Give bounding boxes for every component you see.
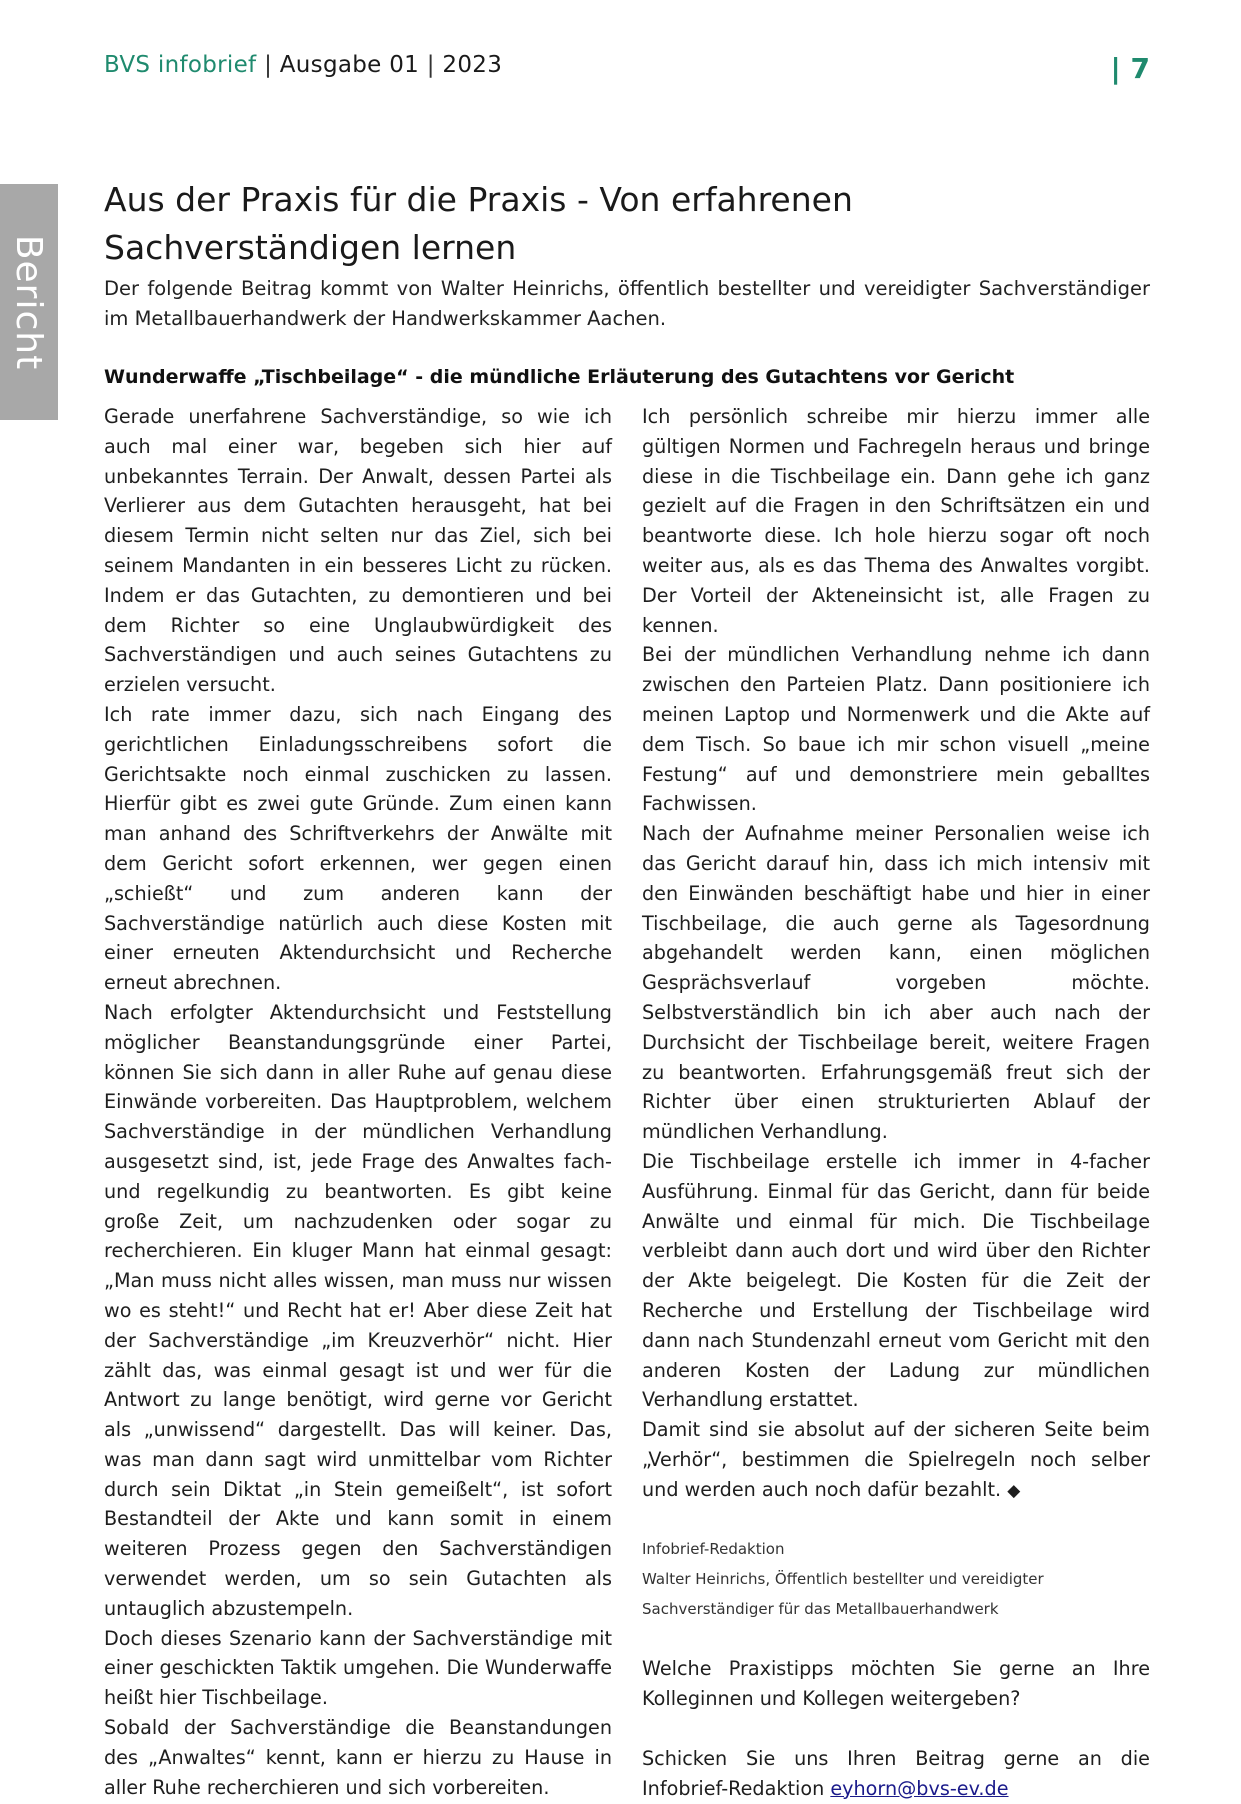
issue-year: 2023 [442, 52, 503, 78]
paragraph: Gerade unerfahrene Sachverständige, so wie ich auch mal einer war, begeben sich hier auf unbekanntes Terrain. Der Anwalt, dessen Partei als Verlierer aus dem Gutachten herausgeht, hat bei diesem Termin nicht selten nur das Ziel, sich bei seinem Mandanten in ein besseres Licht zu rücken. Indem er das Gutachten, zu demontieren und bei dem Richter so eine Unglaubwürdigkeit des Sachverständigen und auch seines Gutachtens zu erzielen versucht. [104, 405, 612, 697]
right-column [642, 402, 1150, 1804]
publication-line [104, 52, 502, 78]
article-subheading: Wunderwaffe „Tischbeilage“ - die mündliche Erläuterung des Gutachtens vor Gericht [104, 366, 1015, 388]
call-to-action [642, 1744, 1150, 1804]
credit-label: Infobrief-Redaktion [642, 1540, 785, 1559]
end-diamond-icon: ◆ [1007, 1480, 1021, 1501]
spacer [642, 1624, 1150, 1654]
separator: | [264, 52, 273, 78]
paragraph: Doch dieses Szenario kann der Sachverständige mit einer geschickten Taktik umgehen. Die Wunderwaffe heißt hier Tischbeilage. [104, 1626, 612, 1710]
paragraph: Ich rate immer dazu, sich nach Eingang des gerichtlichen Einladungsschreibens sofort die Gerichtsakte noch einmal zuschicken zu lassen. Hierfür gibt es zwei gute Gründe. Zum einen kann man anhand des Schriftverkehrs der Anwälte mit dem Gericht sofort erkennen, wer gegen einen „schießt“ und zum anderen kann der Sachverständige natürlich auch diese Kosten mit einer erneuten Aktendurchsicht und Recherche erneut abrechnen. [104, 702, 612, 995]
article-title: Aus der Praxis für die Praxis - Von erfahrenen Sachverständigen lernen [104, 180, 853, 267]
spacer [642, 1714, 1150, 1744]
page-header [104, 52, 1150, 88]
email-link[interactable]: eyhorn@bvs-ev.de [830, 1776, 1009, 1800]
paragraph: Nach erfolgter Aktendurchsicht und Feststellung möglicher Beanstandungsgründe einer Partei, können Sie sich dann in aller Ruhe auf genau diese Einwände vorbereiten. Das Hauptproblem, welchem Sachverständige in der mündlichen Verhandlung ausgesetzt sind, ist, jede Frage des Anwaltes fach- und regelkundig zu beantworten. Es gibt keine große Zeit, um nachzudenken oder sogar zu recherchieren. Ein kluger Mann hat einmal gesagt: „Man muss nicht alles wissen, man muss nur wissen wo es steht!“ und Recht hat er! Aber diese Zeit hat der Sachverständige „im Kreuzverhör“ nicht. Hier zählt das, was einmal gesagt ist und wer für die Antwort zu lange benötigt, wird gerne vor Gericht als „unwissend“ dargestellt. Das will keiner. Das, was man dann sagt wird unmittelbar vom Richter durch sein Diktat „in Stein gemeißelt“, ist sofort Bestandteil der Akte und kann somit in einem weiteren Prozess gegen den Sachverständigen verwendet werden, um so sein Gutachten als untauglich abzustempeln. [104, 1000, 612, 1620]
page-number: | 7 [1110, 52, 1150, 85]
separator: | [426, 52, 435, 78]
paragraph: Die Tischbeilage erstelle ich immer in 4-facher Ausführung. Einmal für das Gericht, dann für beide Anwälte und einmal für mich. Die Tischbeilage verbleibt dann auch dort und wird über den Richter der Akte beigelegt. Die Kosten für die Zeit der Recherche und Erstellung der Tischbeilage wird dann nach Stundenzahl erneut vom Gericht mit den anderen Kosten der Ladung zur mündlichen Verhandlung erstattet. [642, 1149, 1150, 1412]
credit-author: Walter Heinrichs, Öffentlich bestellter und vereidigter Sachverständiger für das Metallbauerhandwerk [642, 1570, 1044, 1619]
left-column [104, 402, 612, 1802]
section-tab [0, 184, 58, 420]
paragraph: Ich persönlich schreibe mir hierzu immer alle gültigen Normen und Fachregeln heraus und bringe diese in die Tischbeilage ein. Dann gehe ich ganz gezielt auf die Fragen in den Schriftsätzen ein und beantworte diese. Ich hole hierzu sogar oft noch weiter aus, als es das Thema des Anwaltes vorgibt. Der Vorteil der Akteneinsicht ist, alle Fragen zu kennen. [642, 405, 1150, 637]
paragraph: Nach der Aufnahme meiner Personalien weise ich das Gericht darauf hin, dass ich mich intensiv mit den Einwänden beschäftigt habe und hier in einer Tischbeilage, die auch gerne als Tagesordnung abgehandelt werden kann, einen möglichen Gesprächsverlauf vorgeben möchte. Selbstverständlich bin ich aber auch nach der Durchsicht der Tischbeilage bereit, weitere Fragen zu beantworten. Erfahrungsgemäß freut sich der Richter über einen strukturierten Ablauf der mündlichen Verhandlung. [642, 822, 1150, 1144]
cta-text: Schicken Sie uns Ihren Beitrag gerne an die Infobrief-Redaktion [642, 1747, 1150, 1800]
paragraph: Sobald der Sachverständige die Beanstandungen des „Anwaltes“ kennt, kann er hierzu zu Hause in aller Ruhe recherchieren und sich vorbereiten. [104, 1716, 612, 1799]
section-tab-label: Bericht [8, 234, 50, 370]
closing-paragraph [642, 1415, 1150, 1506]
closing-text: Damit sind sie absolut auf der sicheren Seite beim „Verhör“, bestimmen die Spielregeln noch selber und werden auch noch dafür bezahlt. [642, 1418, 1150, 1501]
issue-label: Ausgabe 01 [279, 52, 420, 78]
paragraph: Bei der mündlichen Verhandlung nehme ich dann zwischen den Parteien Platz. Dann positioniere ich meinen Laptop und Normenwerk und die Akte auf dem Tisch. So baue ich mir schon visuell „meine Festung“ auf und demonstriere mein geballtes Fachwissen. [642, 643, 1150, 816]
brand-name: BVS infobrief [104, 52, 257, 78]
article-intro: Der folgende Beitrag kommt von Walter Heinrichs, öffentlich bestellter und vereidigter Sachverständiger im Metallbauerhandwerk der Handwerkskammer Aachen. [104, 277, 1150, 330]
call-question: Welche Praxistipps möchten Sie gerne an Ihre Kolleginnen und Kollegen weitergeben? [642, 1657, 1150, 1711]
